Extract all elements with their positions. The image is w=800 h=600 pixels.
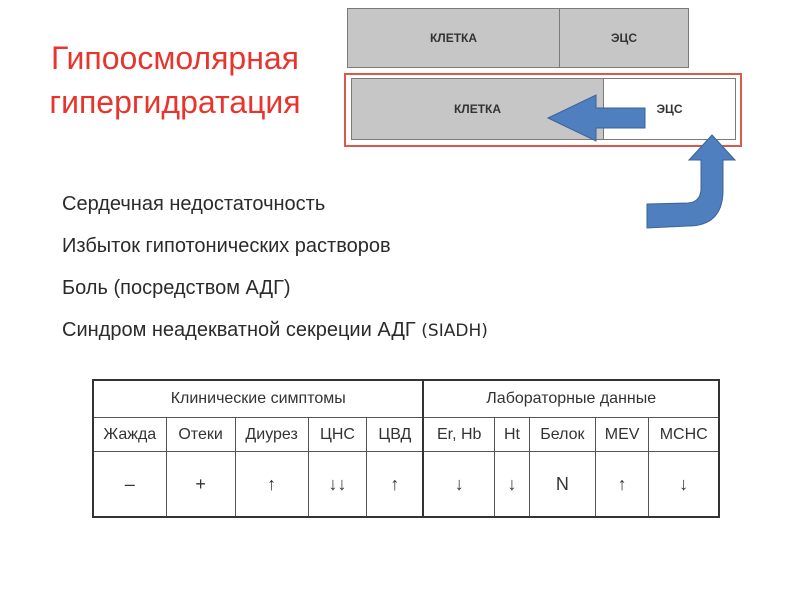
cell-compartment-expanded: КЛЕТКА [352,79,604,139]
column-header: Белок [529,418,595,452]
symptoms-table [92,379,720,518]
value-cell: + [166,452,235,518]
causes-list [62,190,488,358]
compartment-diagram-normal [347,8,689,68]
column-header: ЦВД [367,418,424,452]
slide-title [20,36,330,124]
column-header: Отеки [166,418,235,452]
cause-item: Боль (посредством АДГ) [62,277,291,299]
compartment-diagram-hyperhydration [351,78,736,140]
curved-up-arrow-icon [647,135,735,228]
column-header: MEV [595,418,649,452]
value-cell: N [529,452,595,518]
cause-item: Избыток гипотонических растворов [62,235,391,257]
column-header: Жажда [93,418,166,452]
value-cell: ↓ [649,452,719,518]
value-cell: – [93,452,166,518]
cause-item: Синдром неадекватной секреции АДГ (SIADH) [62,319,488,341]
column-header: ЦНС [308,418,367,452]
value-cell: ↓↓ [308,452,367,518]
column-header: Ht [494,418,529,452]
value-cell: ↓ [494,452,529,518]
value-cell: ↑ [595,452,649,518]
column-header: Диурез [235,418,308,452]
cause-item: Сердечная недостаточность [62,193,326,215]
clinical-group-header: Клинические симптомы [93,380,423,418]
lab-group-header: Лабораторные данные [423,380,719,418]
title-line-2: гипергидратация [49,84,301,120]
title-line-1: Гипоосмолярная [50,40,299,76]
value-cell: ↑ [367,452,424,518]
cell-compartment: КЛЕТКА [348,9,560,67]
column-header: MCHC [649,418,719,452]
ecs-compartment: ЭЦС [560,9,688,67]
value-cell: ↑ [235,452,308,518]
ecs-compartment-expanded: ЭЦС [604,79,735,139]
column-header: Er, Hb [423,418,494,452]
value-cell: ↓ [423,452,494,518]
